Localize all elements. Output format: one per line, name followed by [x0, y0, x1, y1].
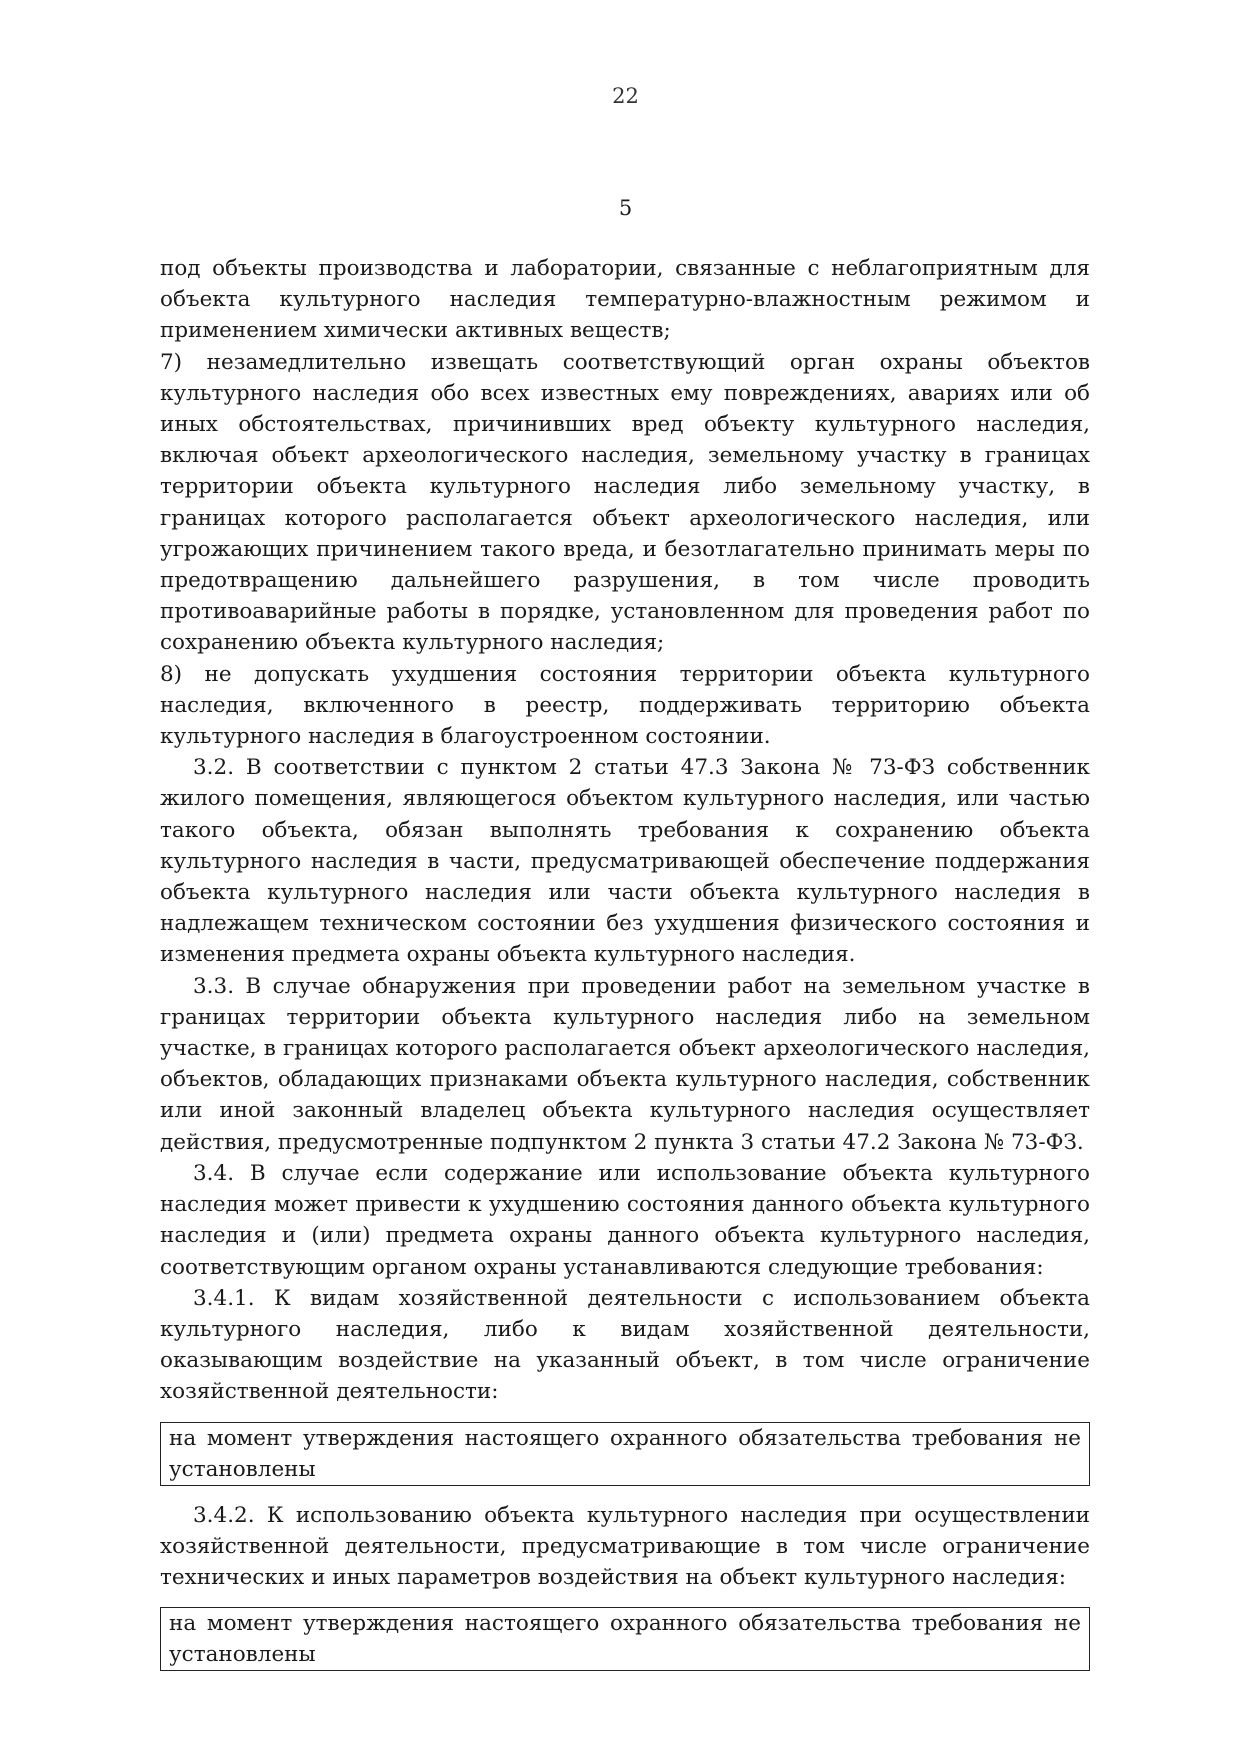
- paragraph-3-4: 3.4. В случае если содержание или использование объекта культурного наследия может привести к ухудшению состояния данного объекта культурного наследия и (или) предмета охраны данного объекта культурного наследия, соответствующим органом охраны устанавливаются следующие требования:: [160, 1160, 1090, 1280]
- paragraph-3-4-2: 3.4.2. К использованию объекта культурного наследия при осуществлении хозяйственной деятельности, предусматривающие в том числе ограничение технических и иных параметров воздействия на объект культурного наследия:: [160, 1502, 1090, 1590]
- requirements-box-2: на момент утверждения настоящего охранного обязательства требования не установлены: [160, 1607, 1090, 1671]
- paragraph-item-8: 8) не допускать ухудшения состояния территории объекта культурного наследия, включенного в реестр, поддерживать территорию объекта культурного наследия в благоустроенном состоянии.: [160, 661, 1090, 750]
- paragraph-3-3: 3.3. В случае обнаружения при проведении работ на земельном участке в границах территории объекта культурного наследия либо на земельном участке, в границах которого располагается объект археологического наследия, объектов, обладающих признаками объекта культурного наследия, собственник или иной законный владелец объекта культурного наследия осуществляет действия, предусмотренные подпунктом 2 пункта 3 статьи 47.2 Закона № 73-ФЗ.: [160, 973, 1090, 1155]
- inner-page-number: 5: [618, 196, 633, 220]
- page-number: 22: [612, 84, 639, 108]
- requirements-box-1: на момент утверждения настоящего охранного обязательства требования не установлены: [160, 1422, 1090, 1486]
- paragraph-item-7: 7) незамедлительно извещать соответствующий орган охраны объектов культурного наследия обо всех известных ему повреждениях, авариях или об иных обстоятельствах, причинивших вред объекту культурного наследия, включая объект археологического наследия, земельному участку в границах территории объекта культурного наследия либо земельному участку, в границах которого располагается объект археологического наследия, или угрожающих причинением такого вреда, и безотлагательно принимать меры по предотвращению дальнейшего разрушения, в том числе проводить противоаварийные работы в порядке, установленном для проведения работ по сохранению объекта культурного наследия;: [160, 349, 1090, 656]
- paragraph-3-4-1: 3.4.1. К видам хозяйственной деятельности с использованием объекта культурного наследия, либо к видам хозяйственной деятельности, оказывающим воздействие на указанный объект, в том числе ограничение хозяйственной деятельности:: [160, 1285, 1090, 1405]
- paragraph-continuation: под объекты производства и лаборатории, связанные с неблагоприятным для объекта культурного наследия температурно-влажностным режимом и применением химически активных веществ;: [160, 256, 1090, 344]
- paragraph-3-2: 3.2. В соответствии с пунктом 2 статьи 47.3 Закона № 73-ФЗ собственник жилого помещения, являющегося объектом культурного наследия, или частью такого объекта, обязан выполнять требования к сохранению объекта культурного наследия в части, предусматривающей обеспечение поддержания объекта культурного наследия или части объекта культурного наследия в надлежащем техническом состоянии без ухудшения физического состояния и изменения предмета охраны объекта культурного наследия.: [160, 755, 1090, 968]
- document-body: [160, 253, 1090, 1685]
